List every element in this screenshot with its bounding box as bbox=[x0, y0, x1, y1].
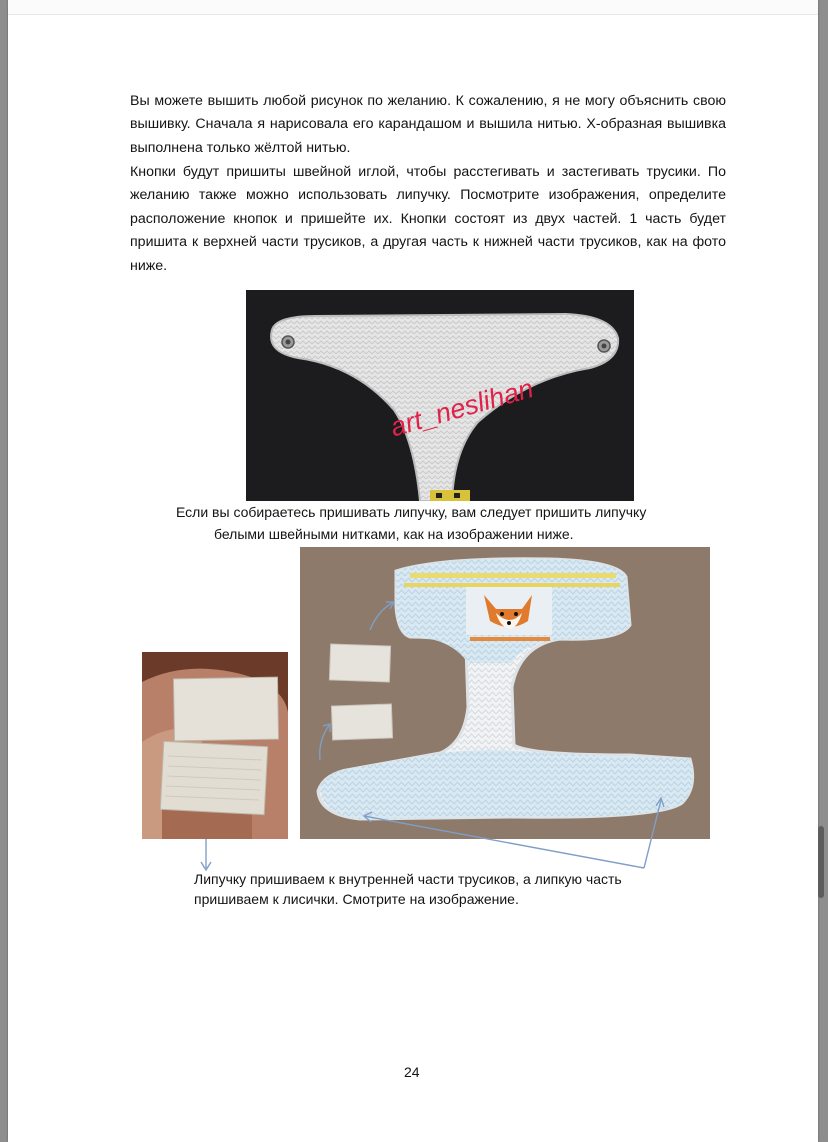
caption-sew-line2: пришиваем к лисички. Смотрите на изображение. bbox=[194, 891, 519, 907]
arrow-velcro-strip-icon bbox=[320, 724, 330, 760]
document-page bbox=[8, 0, 818, 1142]
arrow-bottom-edge-icon bbox=[364, 816, 644, 868]
caption-velcro-line2: белыми швейными нитками, как на изображении ниже. bbox=[214, 526, 574, 542]
arrow-right-wing-icon bbox=[644, 800, 661, 868]
arrow-fox-top-icon bbox=[370, 602, 394, 630]
scrollbar-thumb[interactable] bbox=[818, 826, 824, 898]
paragraph-buttons: Кнопки будут пришиты швейной иглой, чтобы расстегивать и застегивать трусики. По желанию также можно использовать липучку. Посмотрите изображения, определите расположение кнопок и пришейте их. Кнопки состоят из двух частей. 1 часть будет пришита к верхней части трусиков, а другая часть к нижней части трусиков, как на фото ниже. bbox=[130, 164, 726, 274]
paragraph-embroidery: Вы можете вышить любой рисунок по желанию. К сожалению, я не могу объяснить свою вышивку. Сначала я нарисовала его карандашом и вышила нитью. Х-образная вышивка выполнена только жёлтой нитью. bbox=[130, 93, 726, 156]
page-number: 24 bbox=[404, 1064, 420, 1080]
annotation-arrows bbox=[8, 0, 818, 1142]
watermark-text: art_neslihan bbox=[387, 372, 537, 443]
caption-velcro-line1: Если вы собираетесь пришивать липучку, вам следует пришить липучку bbox=[176, 504, 647, 520]
caption-sew-line1: Липучку пришиваем к внутренней части трусиков, а липкую часть bbox=[194, 871, 622, 887]
